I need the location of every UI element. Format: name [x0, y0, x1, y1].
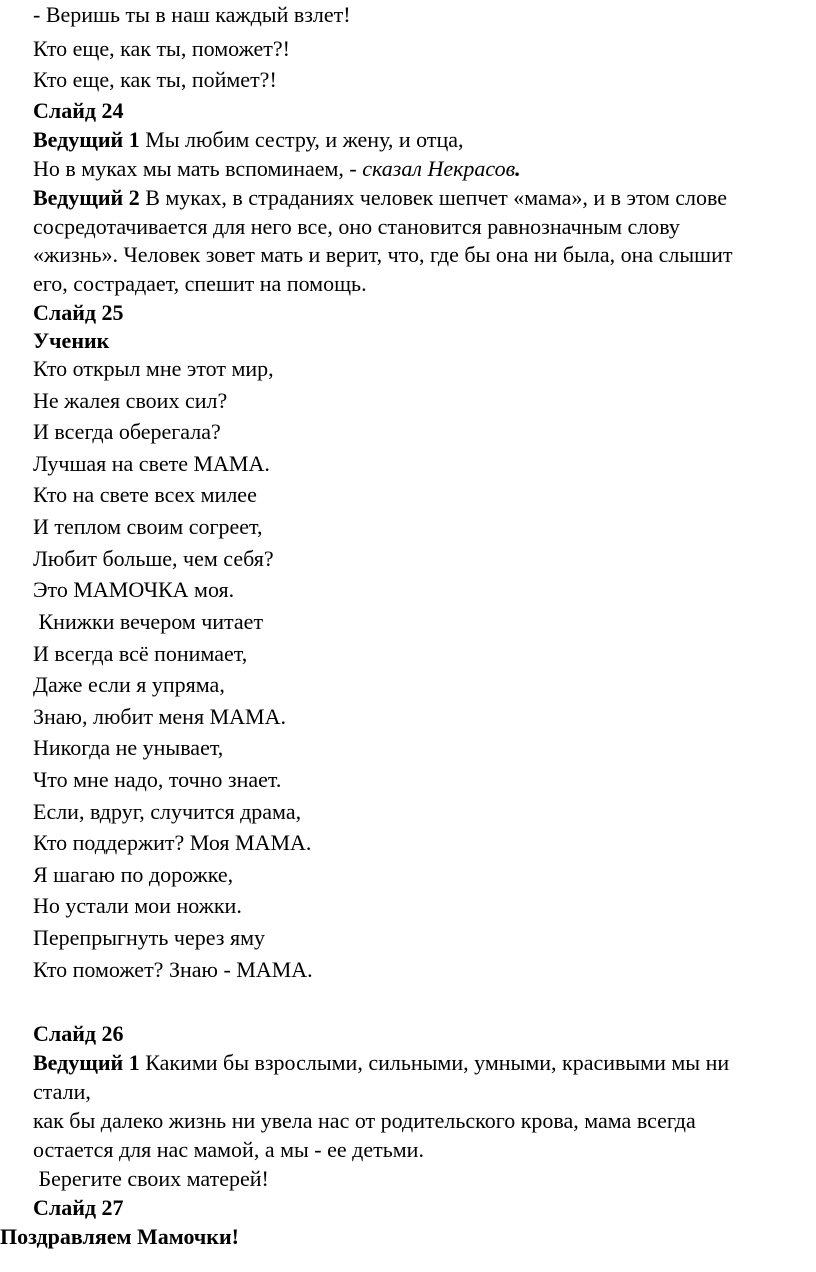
- poem-line: Никогда не унывает,: [33, 735, 224, 760]
- poem-line: Кто на свете всех милее: [33, 482, 257, 507]
- poem-line: Кто поможет? Знаю - МАМА.: [33, 957, 313, 982]
- poem-line: Книжки вечером читает: [33, 609, 264, 634]
- quote-attribution: сказал Некрасов: [362, 156, 516, 181]
- slide-24-host2-line-1: [33, 185, 727, 211]
- intro-line-3: Кто еще, как ты, поймет?!: [33, 67, 277, 92]
- poem-line: Кто открыл мне этот мир,: [33, 356, 274, 381]
- poem-line: Не жалея своих сил?: [33, 388, 228, 413]
- poem-line: Что мне надо, точно знает.: [33, 767, 282, 792]
- poem-line: Если, вдруг, случится драма,: [33, 799, 302, 824]
- speaker-label: Ведущий 1: [33, 127, 140, 152]
- slide-25-heading: Слайд 25: [33, 300, 124, 325]
- quote-period: .: [515, 156, 521, 181]
- slide-24-heading: Слайд 24: [33, 98, 124, 123]
- speech-text: Но в муках мы мать вспоминаем, -: [33, 156, 363, 181]
- poem-line: Кто поддержит? Моя МАМА.: [33, 830, 312, 855]
- poem-line: Перепрыгнуть через яму: [33, 925, 266, 950]
- poem-line: Но устали мои ножки.: [33, 893, 242, 918]
- poem-line: Я шагаю по дорожке,: [33, 862, 234, 887]
- slide-26-host1-line-4: остается для нас мамой, а мы - ее детьми.: [33, 1137, 424, 1162]
- intro-line-2: Кто еще, как ты, поможет?!: [33, 36, 290, 61]
- speaker-label: Ведущий 1: [33, 1050, 140, 1075]
- poem-line: Это МАМОЧКА моя.: [33, 577, 235, 602]
- slide-26-host1-line-2: стали,: [33, 1079, 91, 1104]
- slide-27-heading: Слайд 27: [33, 1195, 124, 1220]
- poem-line: И всегда оберегала?: [33, 419, 221, 444]
- slide-24-host2-line-4: его, сострадает, спешит на помощь.: [33, 271, 367, 296]
- closing-line: Берегите своих матерей!: [33, 1166, 269, 1191]
- speech-text: Какими бы взрослыми, сильными, умными, красивыми мы ни: [139, 1050, 730, 1075]
- slide-26-host1-line-3: как бы далеко жизнь ни увела нас от родительского крова, мама всегда: [33, 1108, 696, 1133]
- poem-line: И теплом своим согреет,: [33, 514, 263, 539]
- poem-line: Даже если я упряма,: [33, 672, 225, 697]
- slide-26-host1-line-1: [33, 1050, 729, 1076]
- slide-26-heading: Слайд 26: [33, 1021, 124, 1046]
- slide-24-quote-line: [33, 156, 521, 182]
- poem-line: Знаю, любит меня МАМА.: [33, 704, 286, 729]
- slide-24-host1-line: [33, 127, 464, 153]
- speaker-label: Ведущий 2: [33, 185, 140, 210]
- poem-line: Любит больше, чем себя?: [33, 546, 274, 571]
- speech-text: В муках, в страданиях человек шепчет «мама», и в этом слове: [139, 185, 728, 210]
- congratulations-line: Поздравляем Мамочки!: [0, 1224, 239, 1249]
- pupil-label: Ученик: [33, 328, 110, 353]
- poem-line: И всегда всё понимает,: [33, 641, 248, 666]
- poem-line: Лучшая на свете МАМА.: [33, 451, 270, 476]
- slide-24-host2-line-3: «жизнь». Человек зовет мать и верит, что, где бы она ни была, она слышит: [33, 242, 733, 267]
- speech-text: Мы любим сестру, и жену, и отца,: [139, 127, 464, 152]
- slide-24-host2-line-2: сосредотачивается для него все, оно становится равнозначным слову: [33, 214, 680, 239]
- intro-line-1: - Веришь ты в наш каждый взлет!: [33, 2, 351, 27]
